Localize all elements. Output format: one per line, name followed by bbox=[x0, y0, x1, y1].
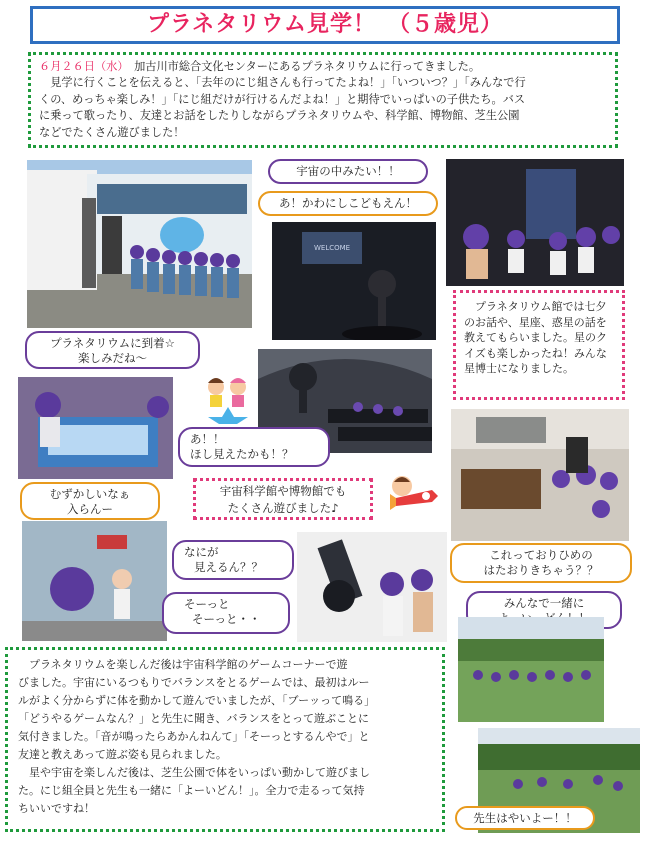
photo-park-1 bbox=[458, 617, 604, 722]
photo-projector bbox=[272, 222, 436, 340]
photo-telescope bbox=[297, 532, 447, 642]
bottom-line: ちいいですね！ bbox=[18, 802, 95, 815]
bottom-line: た。にじ組全員と先生も一緒に「よーいどん！」。全力で走るって気持 bbox=[18, 784, 365, 797]
science-text-box: 宇宙科学館や博物館でも たくさん遊びました♪ bbox=[193, 478, 373, 520]
museum-photo-art bbox=[451, 409, 629, 541]
rocket-icon bbox=[388, 472, 444, 520]
bubble-what: なにが 見えるん？？ bbox=[172, 540, 294, 580]
bottom-line: びました。宇宙にいるつもりでバランスをとるゲームでは、最初はルー bbox=[18, 676, 370, 689]
bubble-orihime: これっておりひめの はたおりきちゃう？？ bbox=[450, 543, 632, 583]
intro-date: ６月２６日（水） bbox=[39, 60, 123, 73]
intro-line-2: 見学に行くことを伝えると、「去年のにじ組さんも行ってたよね！」「いついつ？」「みんなで行 bbox=[39, 76, 526, 90]
kids-star-clipart bbox=[198, 373, 258, 425]
kids-star-icon bbox=[198, 373, 258, 425]
photo-balance bbox=[22, 521, 167, 641]
intro-line-1: ６月２６日（水） 加古川市総合文化センターにあるプラネタリウムに行ってきました。 bbox=[39, 60, 481, 73]
bubble-arrival: プラネタリウムに到着☆ 楽しみだね～ bbox=[25, 331, 200, 369]
game-photo-art bbox=[18, 377, 173, 479]
photo-bus bbox=[27, 160, 252, 328]
bus-photo-art bbox=[27, 160, 252, 328]
park1-photo-art bbox=[458, 617, 604, 722]
intro-line-3: くの、めっちゃ楽しみ！」「にじ組だけが行けるんだよね！」と期待でいっぱいの子供たち。バス bbox=[39, 92, 526, 106]
title-box bbox=[30, 6, 620, 44]
bottom-line: 星や宇宙を楽しんだ後は、芝生公園で体をいっぱい動かして遊びまし bbox=[18, 766, 370, 779]
planetarium-text: プラネタリウム館では七夕のお話や、星座、惑星の話を教えてもらいました。星のクイズも楽しかったね！みんな星博士になりました。 bbox=[464, 300, 607, 375]
bubble-together: みんなで一緒に bbox=[466, 591, 622, 629]
bottom-line: プラネタリウムを楽しんだ後は宇宙科学館のゲームコーナーで遊 bbox=[18, 658, 348, 671]
bubble-quiet: そーっと そーっと・・ bbox=[162, 592, 290, 634]
bottom-text-box bbox=[5, 647, 445, 832]
telescope-photo-art bbox=[297, 532, 447, 642]
photo-corridor bbox=[446, 159, 624, 286]
projector-photo-art bbox=[272, 222, 436, 340]
planetarium-text-box bbox=[453, 290, 625, 400]
svg-text:WELCOME: WELCOME bbox=[314, 244, 351, 252]
bottom-line: ルがよく分からずに体を動かして遊んでいましたが、「ブーッって鳴る」 bbox=[18, 694, 376, 707]
bubble-stars: あ！！ ほし見えたかも！？ bbox=[178, 427, 330, 467]
bottom-line: 友達と教えあって遊ぶ姿も見られました。 bbox=[18, 748, 227, 761]
bubble-difficult: むずかしいなぁ 入らんー bbox=[20, 482, 160, 520]
photo-game bbox=[18, 377, 173, 479]
corridor-photo-art bbox=[446, 159, 624, 286]
bubble-crab: あ！かわにしこどもえん！ bbox=[258, 191, 438, 216]
intro-line-5: などでたくさん遊びました！ bbox=[39, 125, 185, 139]
intro-text-box bbox=[28, 52, 618, 148]
rocket-clipart bbox=[388, 472, 444, 520]
bubble-space: 宇宙の中みたい！！ bbox=[268, 159, 428, 184]
photo-museum bbox=[451, 409, 629, 541]
balance-photo-art bbox=[22, 521, 167, 641]
bottom-line: 「どうやるゲームなん？」と先生に聞き、バランスをとって遊ぶことに bbox=[18, 712, 370, 725]
bottom-line: 気付きました。「音が鳴ったらあかんねんて」「そーっとするんやで」と bbox=[18, 730, 370, 743]
intro-line-4: に乗って歌ったり、友達とお話をしたりしながらプラネタリウムや、科学館、博物館、芝生公園 bbox=[39, 109, 520, 123]
bubble-teacher: 先生はやいよー！！ bbox=[455, 806, 595, 830]
page-title: プラネタリウム見学！ （５歳児） bbox=[146, 12, 504, 37]
